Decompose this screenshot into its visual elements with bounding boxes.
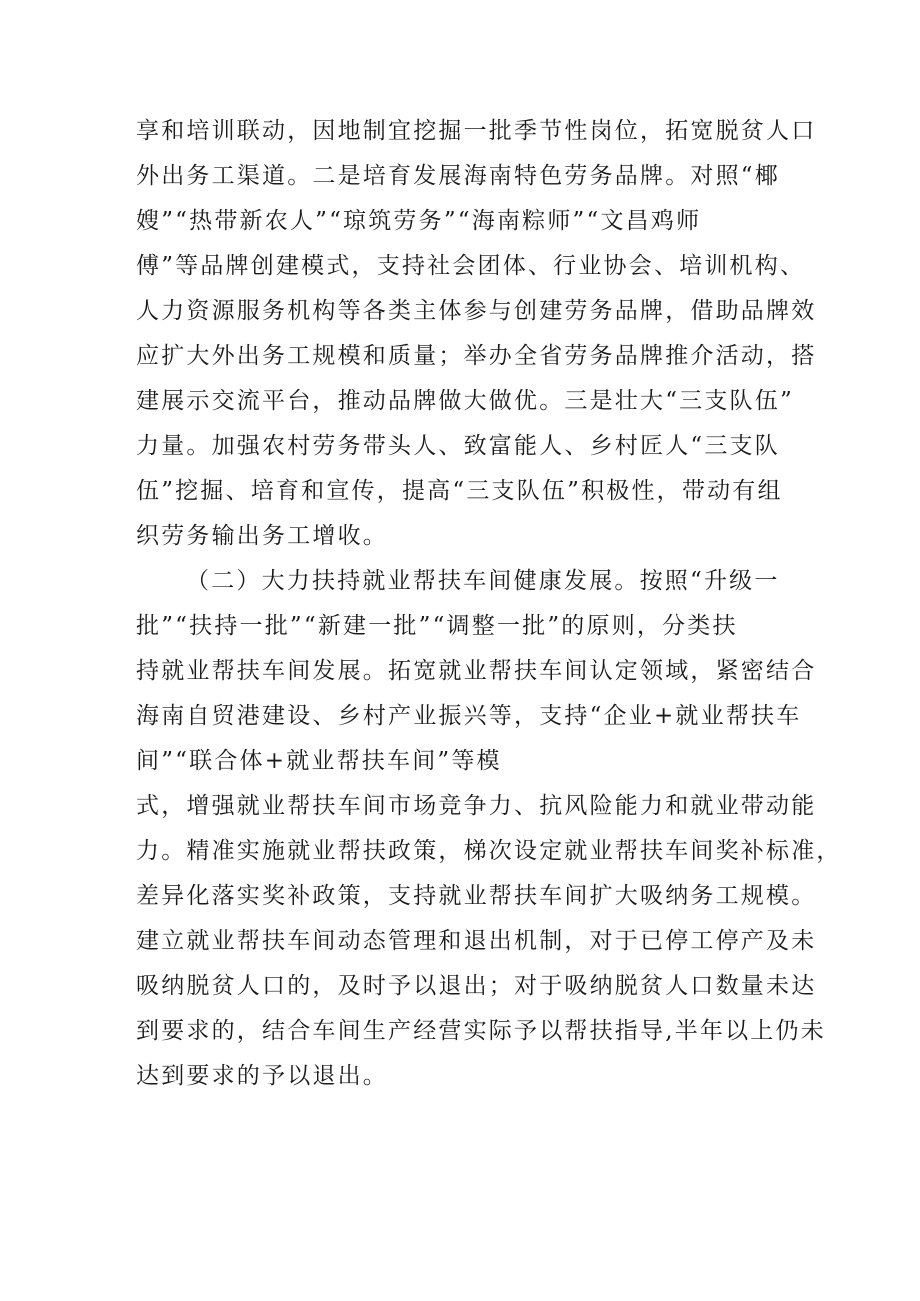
text-line: 持就业帮扶车间发展。拓宽就业帮扶车间认定领域，紧密结合 (136, 658, 817, 684)
text-line: 力量。加强农村劳务带头人、致富能人、乡村匠人“三支队 (136, 433, 780, 459)
text-line: 伍”挖掘、培育和宣传，提高“三支队伍”积极性，带动有组 (136, 478, 783, 504)
text-line: 吸纳脱贫人口的，及时予以退出；对于吸纳脱贫人口数量未达 (136, 973, 817, 999)
text-line: 差异化落实奖补政策，支持就业帮扶车间扩大吸纳务工规模。 (136, 883, 817, 909)
text-line: 人力资源服务机构等各类主体参与创建劳务品牌，借助品牌效 (136, 298, 817, 324)
text-line: 傅”等品牌创建模式，支持社会团体、行业协会、培训机构、 (136, 253, 806, 279)
text-line: 式，增强就业帮扶车间市场竞争力、抗风险能力和就业带动能 (136, 793, 817, 819)
section-heading-line: （二）大力扶持就业帮扶车间健康发展。按照“升级一 (186, 568, 780, 594)
text-line: 外出务工渠道。二是培育发展海南特色劳务品牌。对照“椰 (136, 163, 780, 189)
text-line: 间”“联合体+就业帮扶车间”等模 (136, 748, 502, 774)
text-line: 嫂”“热带新农人”“琼筑劳务”“海南粽师”“文昌鸡师 (136, 208, 702, 234)
text-line: 建立就业帮扶车间动态管理和退出机制，对于已停工停产及未 (136, 928, 817, 954)
text-line: 力。精准实施就业帮扶政策，梯次设定就业帮扶车间奖补标准， (136, 838, 842, 864)
text-line: 享和培训联动，因地制宜挖掘一批季节性岗位，拓宽脱贫人口 (136, 118, 817, 144)
text-line: 海南自贸港建设、乡村产业振兴等，支持“企业+就业帮扶车 (136, 703, 802, 729)
text-line: 到要求的，结合车间生产经营实际予以帮扶指导,半年以上仍未 (136, 1018, 826, 1044)
text-line: 织劳务输出务工增收。 (136, 523, 388, 549)
text-line: 批”“扶持一批”“新建一批”“调整一批”的原则，分类扶 (136, 613, 738, 639)
text-line: 建展示交流平台，推动品牌做大做优。三是壮大“三支队伍” (136, 388, 794, 414)
text-line: 达到要求的予以退出。 (136, 1063, 388, 1089)
text-line: 应扩大外出务工规模和质量；举办全省劳务品牌推介活动，搭 (136, 343, 817, 369)
